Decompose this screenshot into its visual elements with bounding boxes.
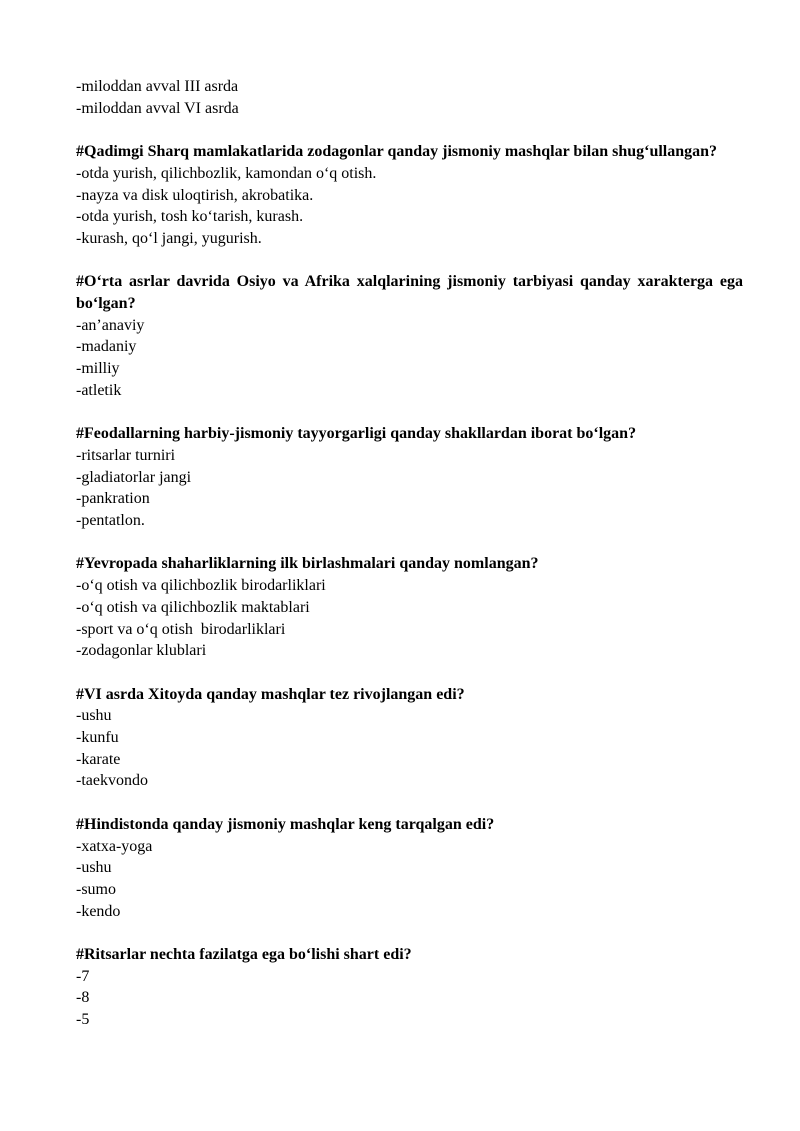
intro-options (76, 76, 743, 119)
option-text: -atletik (76, 381, 122, 399)
question-text: #Yevropada shaharliklarning ilk birlashmalari qanday nomlangan? (76, 555, 539, 573)
question-block (76, 944, 743, 1031)
option-text: -8 (76, 989, 90, 1007)
question-block (76, 553, 743, 662)
option-text: -nayza va disk uloqtirish, akrobatika. (76, 186, 314, 204)
option-text: -milliy (76, 360, 120, 378)
question-block (76, 423, 743, 532)
option-text: -pankration (76, 490, 150, 508)
option-text: -sport va o‘q otish birodarliklari (76, 620, 286, 638)
option-text: -miloddan avval VI asrda (76, 99, 239, 117)
option-text: -otda yurish, qilichbozlik, kamondan o‘q otish. (76, 164, 377, 182)
question-block (76, 271, 743, 401)
question-text: #Qadimgi Sharq mamlakatlarida zodagonlar qanday jismoniy mashqlar bilan shug‘ullangan? (76, 143, 718, 161)
option-text: -o‘q otish va qilichbozlik maktablari (76, 598, 310, 616)
question-text: #VI asrda Xitoyda qanday mashqlar tez rivojlangan edi? (76, 685, 465, 703)
option-text: -otda yurish, tosh ko‘tarish, kurash. (76, 208, 304, 226)
question-text: #Ritsarlar nechta fazilatga ega bo‘lishi shart edi? (76, 946, 412, 964)
option-text: -madaniy (76, 338, 137, 356)
option-text: -karate (76, 750, 121, 768)
option-text: -ushu (76, 859, 112, 877)
option-text: -xatxa-yoga (76, 837, 153, 855)
option-text: -kendo (76, 902, 121, 920)
option-text: -taekvondo (76, 772, 148, 790)
question-text: #O‘rta asrlar davrida Osiyo va Afrika xalqlarining jismoniy tarbiyasi qanday xarakterga ega bo‘lgan? (76, 273, 743, 312)
option-text: -ritsarlar turniri (76, 446, 176, 464)
question-block (76, 814, 743, 923)
option-text: -ushu (76, 707, 112, 725)
option-text: -sumo (76, 880, 116, 898)
option-text: -an’anaviy (76, 316, 145, 334)
option-text: -miloddan avval III asrda (76, 78, 239, 95)
option-text: -5 (76, 1011, 90, 1029)
question-text: #Hindistonda qanday jismoniy mashqlar keng tarqalgan edi? (76, 815, 495, 833)
option-text: -kunfu (76, 729, 119, 747)
option-text: -gladiatorlar jangi (76, 468, 192, 486)
question-block (76, 141, 743, 250)
option-text: -pentatlon. (76, 512, 145, 530)
option-text: -o‘q otish va qilichbozlik birodarliklari (76, 577, 326, 595)
question-block (76, 684, 743, 793)
question-text: #Feodallarning harbiy-jismoniy tayyorgarligi qanday shakllardan iborat bo‘lgan? (76, 425, 637, 443)
option-text: -kurash, qo‘l jangi, yugurish. (76, 229, 262, 247)
quiz-content (76, 76, 743, 1031)
option-text: -7 (76, 967, 90, 985)
option-text: -zodagonlar klublari (76, 642, 207, 660)
